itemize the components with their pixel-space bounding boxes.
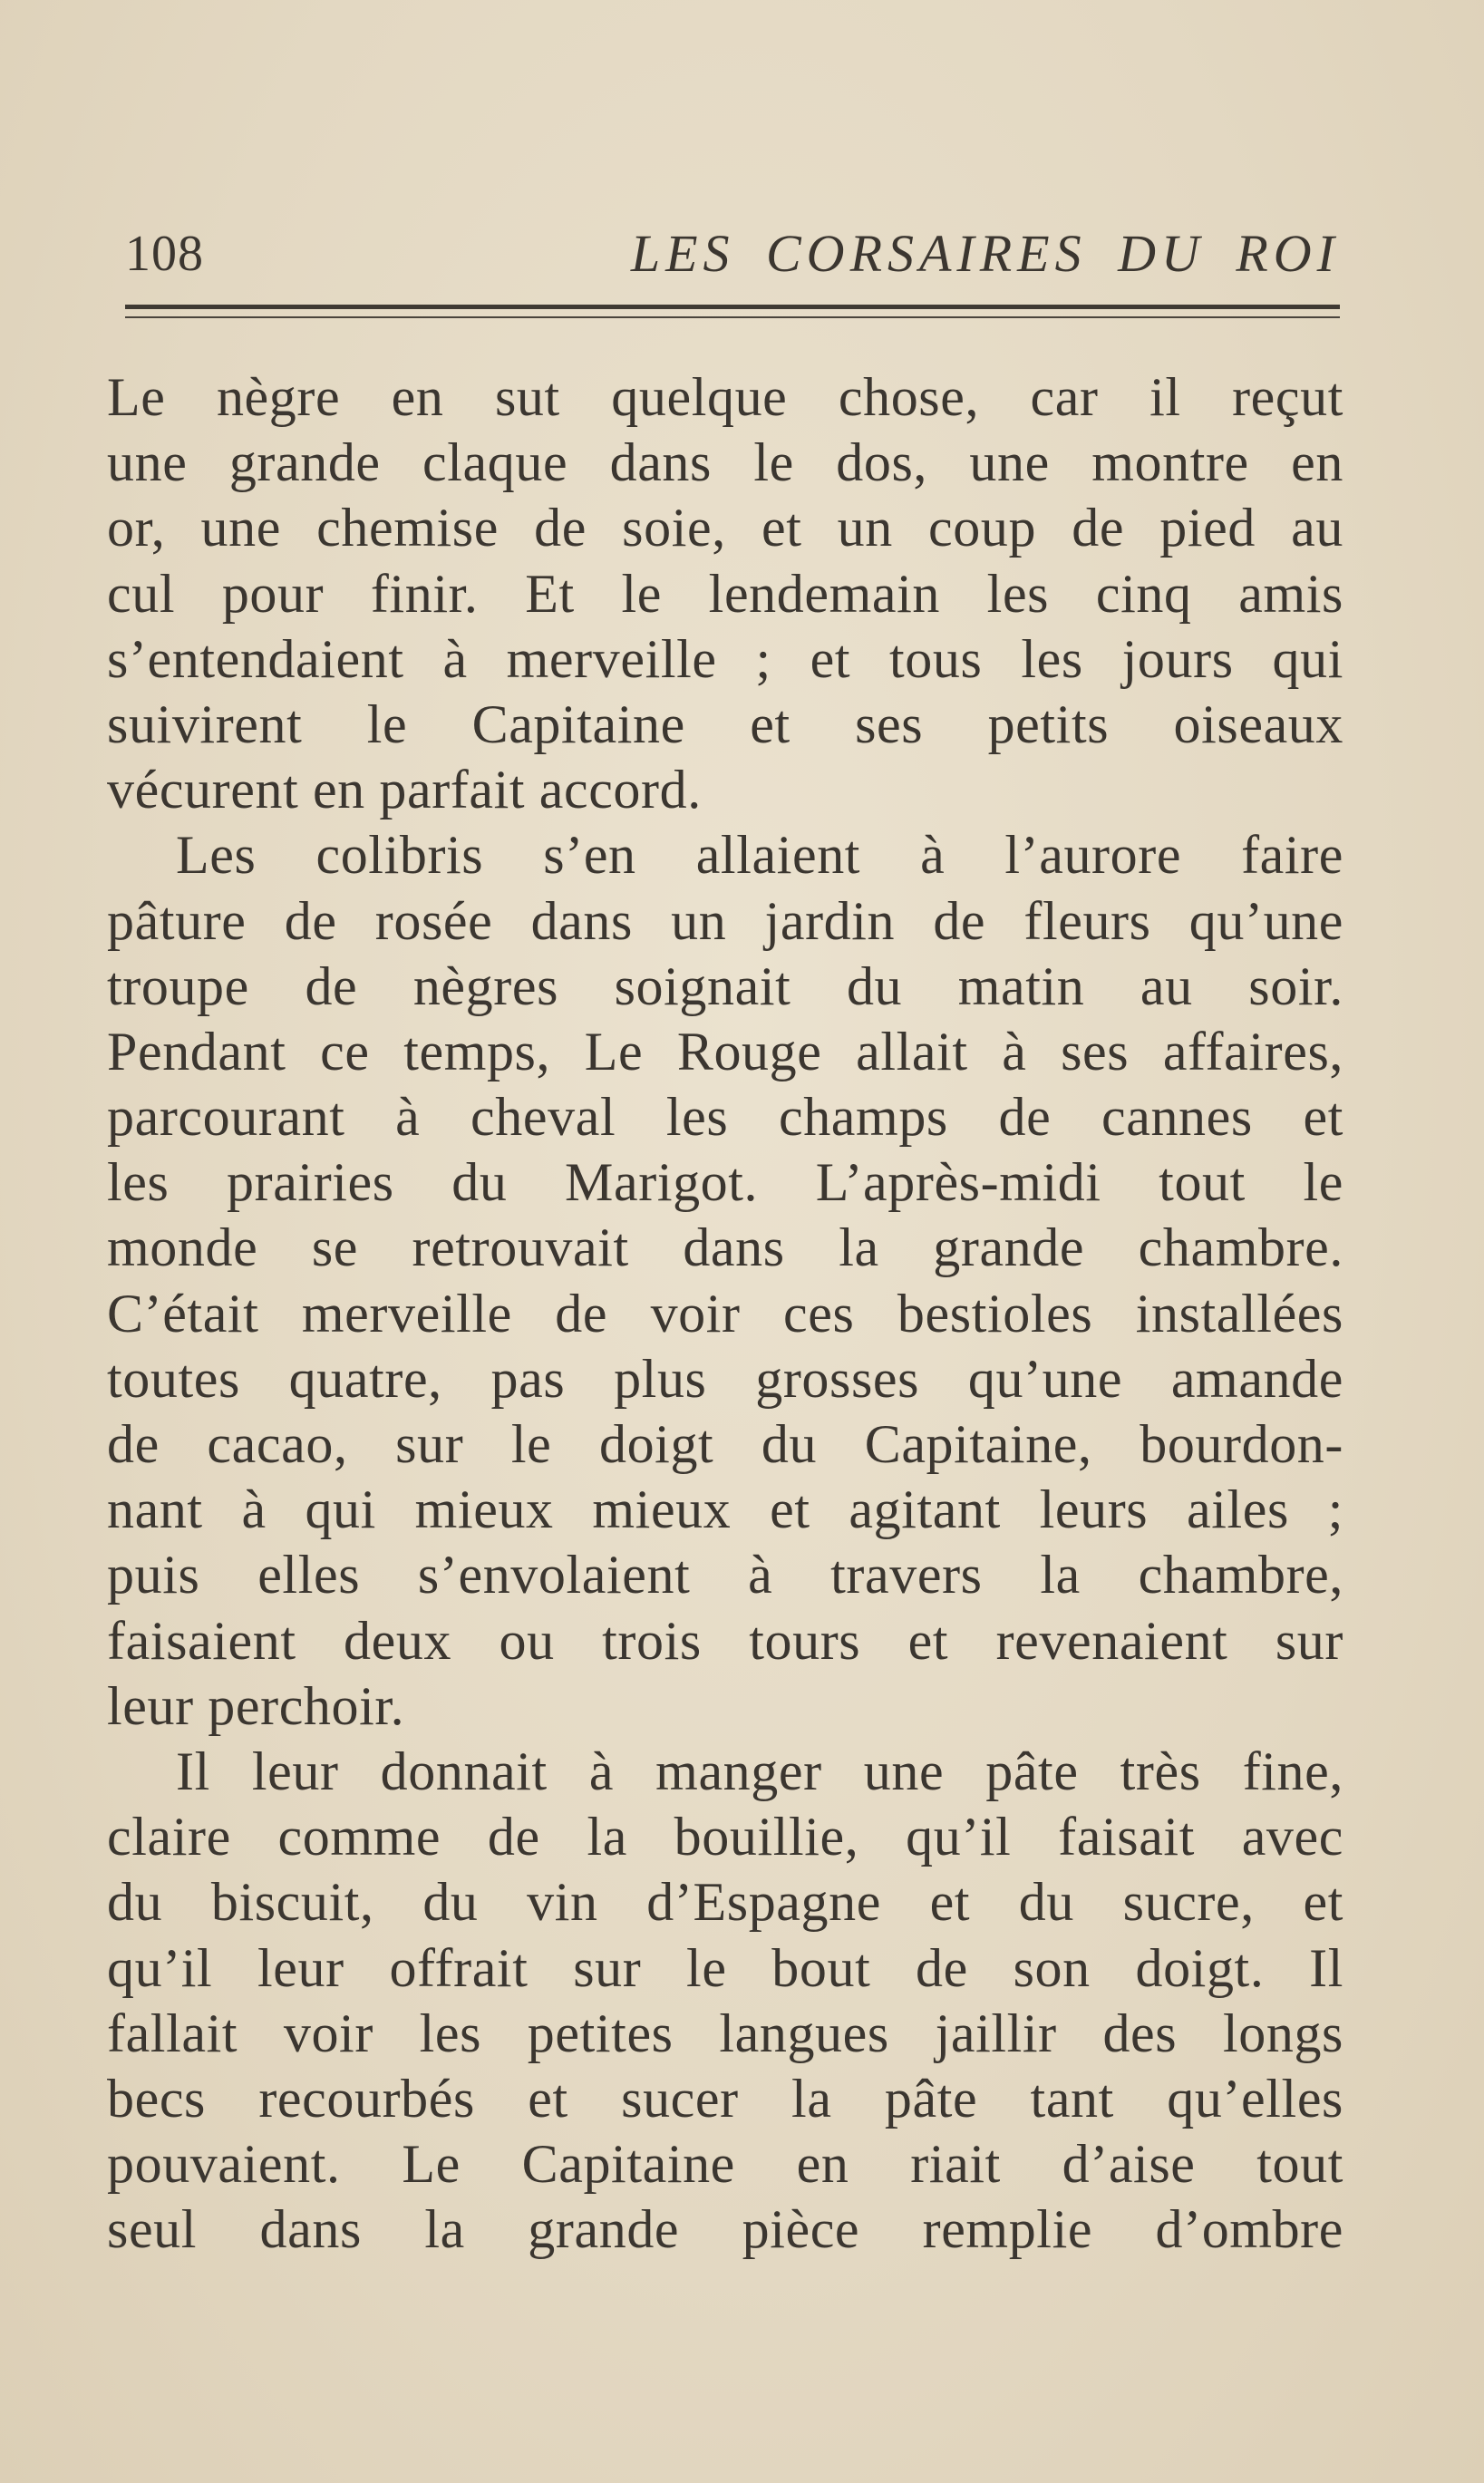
- running-head: [125, 218, 1340, 290]
- text-line: or, une chemise de soie, et un coup de pied au: [107, 498, 1343, 558]
- text-line: monde se retrouvait dans la grande chambre.: [107, 1217, 1343, 1278]
- text-line: toutes quatre, pas plus grosses qu’une amande: [107, 1348, 1343, 1409]
- text-line: Les colibris s’en allaient à l’aurore faire: [176, 825, 1343, 886]
- text-line: troupe de nègres soignait du matin au soir.: [107, 955, 1343, 1016]
- text-line: s’entendaient à merveille ; et tous les jours qui: [107, 628, 1343, 689]
- running-title: LES CORSAIRES DU ROI: [630, 224, 1340, 283]
- text-line: Le nègre en sut quelque chose, car il reçut: [107, 367, 1343, 427]
- text-line: fallait voir les petites langues jaillir des longs: [107, 2003, 1343, 2063]
- text-line: du biscuit, du vin d’Espagne et du sucre, et: [107, 1872, 1343, 1933]
- text-line: Il leur donnait à manger une pâte très fine,: [176, 1741, 1343, 1801]
- text-line: les prairies du Marigot. L’après-midi tout le: [107, 1152, 1343, 1213]
- text-line: nant à qui mieux mieux et agitant leurs ailes ;: [107, 1479, 1343, 1540]
- text-line: Pendant ce temps, Le Rouge allait à ses affaires,: [107, 1021, 1343, 1081]
- text-line: une grande claque dans le dos, une montre en: [107, 432, 1343, 493]
- text-line: C’était merveille de voir ces bestioles installées: [107, 1283, 1343, 1343]
- text-line: pouvaient. Le Capitaine en riait d’aise tout: [107, 2134, 1343, 2195]
- text-line: qu’il leur offrait sur le bout de son doigt. Il: [107, 1937, 1343, 1998]
- header-rule-thin: [125, 316, 1340, 318]
- text-line: claire comme de la bouillie, qu’il faisait avec: [107, 1807, 1343, 1867]
- text-line: leur perchoir.: [107, 1675, 405, 1736]
- text-line: de cacao, sur le doigt du Capitaine, bourdon-: [107, 1414, 1343, 1474]
- page-number: 108: [125, 226, 204, 282]
- text-line: suivirent le Capitaine et ses petits oiseaux: [107, 693, 1343, 754]
- text-line: faisaient deux ou trois tours et revenaient sur: [107, 1610, 1343, 1671]
- text-line: vécurent en parfait accord.: [107, 760, 702, 820]
- text-line: becs recourbés et sucer la pâte tant qu’elles: [107, 2068, 1343, 2129]
- text-line: pâture de rosée dans un jardin de fleurs qu’une: [107, 890, 1343, 951]
- text-line: puis elles s’envolaient à travers la chambre,: [107, 1545, 1343, 1605]
- text-line: parcourant à cheval les champs de cannes et: [107, 1087, 1343, 1148]
- body-text: [107, 364, 1343, 2262]
- text-line: seul dans la grande pièce remplie d’ombre: [107, 2199, 1343, 2260]
- text-line: cul pour finir. Et le lendemain les cinq amis: [107, 563, 1343, 624]
- header-rule-thick: [125, 305, 1340, 309]
